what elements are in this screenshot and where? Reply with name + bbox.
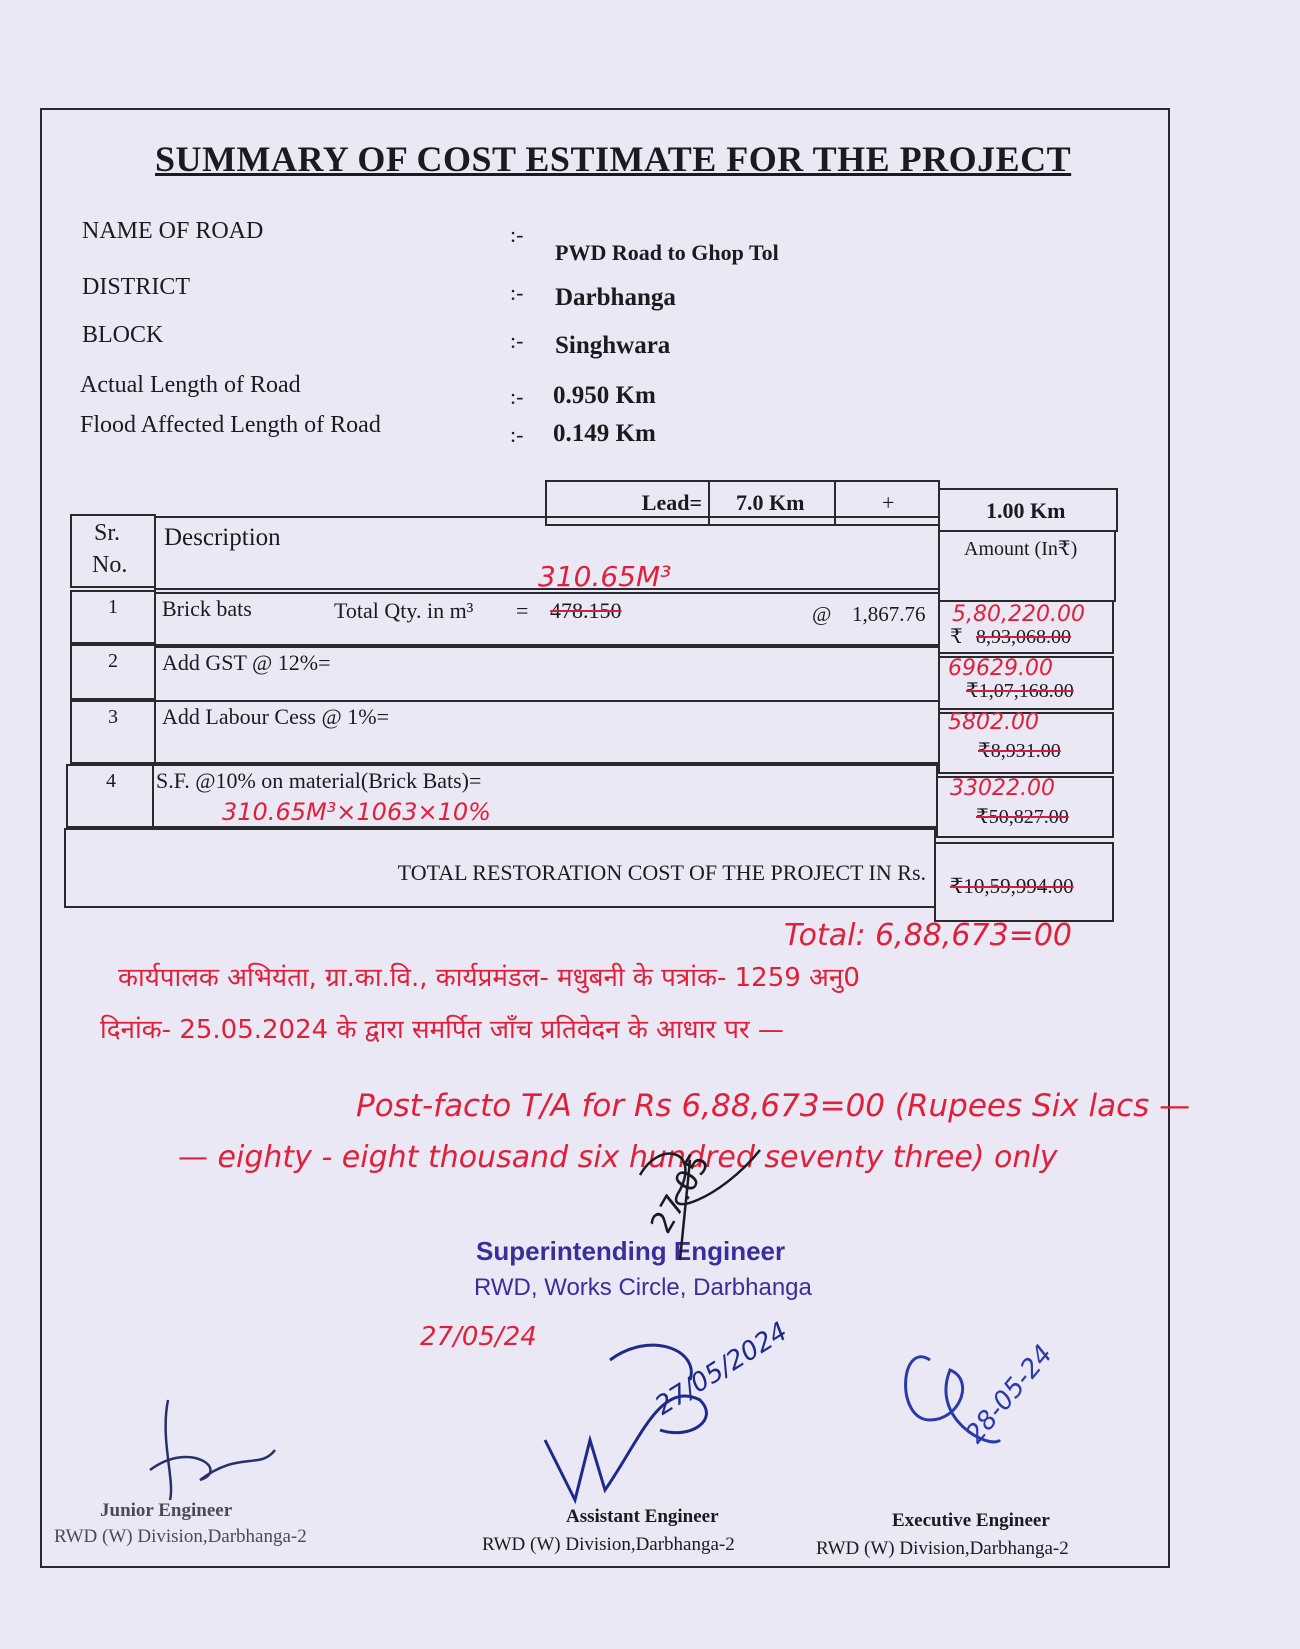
assistant-engineer-office: RWD (W) Division,Darbhanga-2 [482,1534,735,1555]
row1-qty: 478.150 [550,598,622,623]
row4-sr: 4 [106,770,116,792]
block-label: BLOCK [82,322,164,348]
superintending-engineer-date: 27.05 [644,1147,718,1240]
row3-amount: ₹8,931.00 [978,740,1061,762]
executive-engineer-office: RWD (W) Division,Darbhanga-2 [816,1538,1069,1559]
flood-length-value: 0.149 Km [553,420,656,447]
header-no: No. [92,552,128,578]
row2-desc: Add GST @ 12%= [162,650,331,675]
row4-calculation-note: 310.65M³×1063×10% [222,798,491,826]
assistant-engineer-date: 27/05/2024 [650,1316,793,1422]
row2-revised-amount: 69629.00 [948,656,1053,681]
row1-rate: 1,867.76 [852,602,926,626]
assistant-engineer-signature [545,1345,706,1500]
road-name-value: PWD Road to Ghop Tol [555,240,779,265]
row1-eq: = [516,598,529,623]
district-value: Darbhanga [555,284,676,311]
approval-note-line1: कार्यपालक अभियंता, ग्रा.का.वि., कार्यप्रमंडल- मधुबनी के पत्रांक- 1259 अनु0 [118,963,860,993]
row4-desc: S.F. @10% on material(Brick Bats)= [156,768,482,793]
separator: :- [510,422,524,447]
stamp-office: RWD, Works Circle, Darbhanga [474,1274,812,1301]
approval-note-line2: दिनांक- 25.05.2024 के द्वारा समर्पित जाँच प्रतिवेदन के आधार पर — [100,1015,784,1045]
approval-note-line3: Post-facto T/A for Rs 6,88,673=00 (Rupees Six lacs — [356,1088,1191,1124]
total-amount: ₹10,59,994.00 [950,874,1074,898]
row1-desc: Brick bats [162,596,252,621]
separator: :- [510,328,524,353]
block-value: Singhwara [555,332,671,359]
row1-amount: 8,93,068.00 [976,626,1071,648]
lead-value: 7.0 Km [736,490,805,515]
stamp-date: 27/05/24 [420,1322,537,1352]
road-name-label: NAME OF ROAD [82,218,264,244]
row4-amount: ₹50,827.00 [976,806,1069,828]
approval-note-line4: — eighty - eight thousand six hundred seventy three) only [178,1140,1058,1175]
length-label: Actual Length of Road [80,372,301,398]
junior-engineer-office: RWD (W) Division,Darbhanga-2 [54,1526,307,1547]
separator: :- [510,222,524,247]
length-value: 0.950 Km [553,382,656,409]
row4-revised-amount: 33022.00 [950,776,1055,801]
row2-amount: ₹1,07,168.00 [966,680,1074,702]
header-description: Description [164,524,281,551]
district-label: DISTRICT [82,274,190,300]
row1-sr: 1 [108,596,118,618]
separator: :- [510,280,524,305]
header-amount: Amount (In₹) [964,538,1078,560]
junior-engineer-signature [150,1400,275,1500]
total-label: TOTAL RESTORATION COST OF THE PROJECT IN Rs. [397,860,926,885]
row1-revised-amount: 5,80,220.00 [952,602,1085,627]
row1-qty-label: Total Qty. in m³ [334,598,474,623]
row3-revised-amount: 5802.00 [948,710,1039,735]
header-sr: Sr. [94,520,121,546]
junior-engineer-title: Junior Engineer [100,1500,233,1521]
rupee-symbol: ₹ [950,626,963,648]
lead-label: Lead= [641,490,702,515]
row3-sr: 3 [108,706,118,728]
stamp-designation: Superintending Engineer [476,1236,786,1266]
row2-sr: 2 [108,650,118,672]
document-title: SUMMARY OF COST ESTIMATE FOR THE PROJECT [155,139,1072,179]
assistant-engineer-title: Assistant Engineer [566,1506,719,1527]
executive-engineer-title: Executive Engineer [892,1510,1050,1531]
row1-at: @ [812,602,832,626]
row3-desc: Add Labour Cess @ 1%= [162,704,389,729]
flood-length-label: Flood Affected Length of Road [80,412,381,438]
revised-total: Total: 6,88,673=00 [784,918,1073,953]
lead-plus: + [882,490,895,515]
revised-quantity: 310.65M³ [538,560,672,593]
executive-engineer-date: 28-05-24 [960,1339,1059,1450]
lead-extra: 1.00 Km [986,498,1066,523]
separator: :- [510,384,524,409]
